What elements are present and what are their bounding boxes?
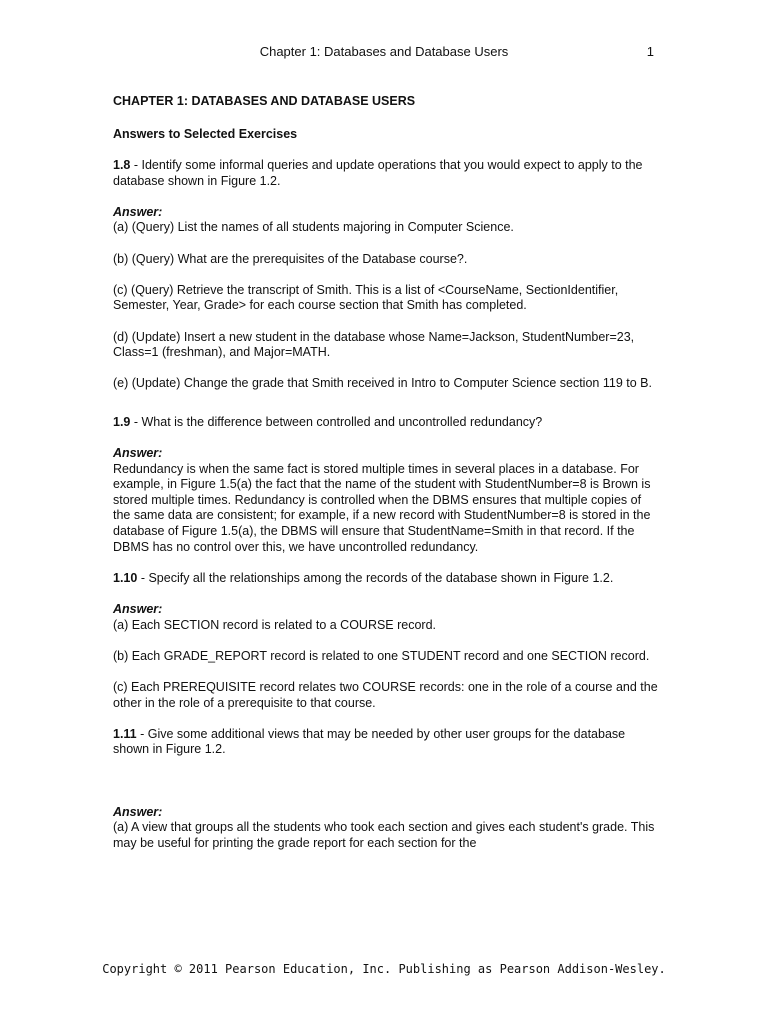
exercise-number: 1.9 <box>113 414 131 429</box>
exercise-question-text: - What is the difference between controlled and uncontrolled redundancy? <box>130 414 543 429</box>
exercise-question-text: - Give some additional views that may be needed by other user groups for the database shown in Figure 1.2. <box>113 726 626 757</box>
exercise-number: 1.10 <box>113 570 138 585</box>
answer-item <box>113 446 661 555</box>
exercise-number: 1.11 <box>113 726 137 741</box>
answer-label: Answer: <box>113 602 163 617</box>
answer-text: (a) (Query) List the names of all students majoring in Computer Science. <box>113 220 514 235</box>
exercise-number: 1.8 <box>113 158 131 172</box>
spacer <box>113 774 661 805</box>
answer-text: (e) (Update) Change the grade that Smith received in Intro to Computer Science section 119 to B. <box>113 376 652 391</box>
exercise-question <box>113 571 661 587</box>
exercise-question <box>113 415 661 431</box>
answer-item <box>113 602 661 633</box>
page-content <box>113 93 661 867</box>
section-title: Answers to Selected Exercises <box>113 127 298 141</box>
exercise-question-text: - Specify all the relationships among the records of the database shown in Figure 1.2. <box>137 570 614 585</box>
chapter-title: CHAPTER 1: DATABASES AND DATABASE USERS <box>113 94 416 108</box>
answer-text: (a) A view that groups all the students who took each section and gives each student's grade. This may be useful for printing the grade report for each section for the <box>113 820 655 850</box>
running-header <box>0 44 768 62</box>
header-title: Chapter 1: Databases and Database Users <box>259 44 509 59</box>
answer-text: Redundancy is when the same fact is stored multiple times in several places in a database. For example, in Figure 1.5(a) the fact that the name of the student with StudentNumber=8 is Brown is stored multiple times. Redundancy is controlled when the DBMS ensures that multiple copies of the same data are consistent; for example, if a new record with StudentNumber=8 is stored in the database of Figure 1.5(a), the DBMS will ensure that StudentName=Smith in that record. If the DBMS has no control over this, we have uncontrolled redundancy. <box>113 461 651 554</box>
answer-text: (a) Each SECTION record is related to a COURSE record. <box>113 617 437 632</box>
answer-text: (c) (Query) Retrieve the transcript of Smith. This is a list of <CourseName, SectionIdentifier, Semester, Year, Grade> for each course section that Smith has completed. <box>113 282 619 313</box>
answer-item <box>113 205 661 236</box>
answer-text: (c) Each PREREQUISITE record relates two COURSE records: one in the role of a course and the other in the role of a prerequisite to that course. <box>113 680 658 710</box>
answer-label: Answer: <box>113 446 163 461</box>
answer-label: Answer: <box>113 804 163 819</box>
exercise-question <box>113 158 661 189</box>
exercise-question-text: - Identify some informal queries and update operations that you would expect to apply to the database shown in Figure 1.2. <box>113 158 643 188</box>
answer-text: (d) (Update) Insert a new student in the database whose Name=Jackson, StudentNumber=23, Class=1 (freshman), and Major=MATH. <box>113 329 635 360</box>
page-number: 1 <box>646 44 654 59</box>
answer-text: (b) (Query) What are the prerequisites of the Database course?. <box>113 251 468 266</box>
exercise-question <box>113 727 661 758</box>
answer-label: Answer: <box>113 204 163 219</box>
answer-text: (b) Each GRADE_REPORT record is related to one STUDENT record and one SECTION record. <box>113 648 650 663</box>
answer-item <box>113 805 661 852</box>
copyright-footer: Copyright © 2011 Pearson Education, Inc. Publishing as Pearson Addison-Wesley. <box>102 962 666 976</box>
